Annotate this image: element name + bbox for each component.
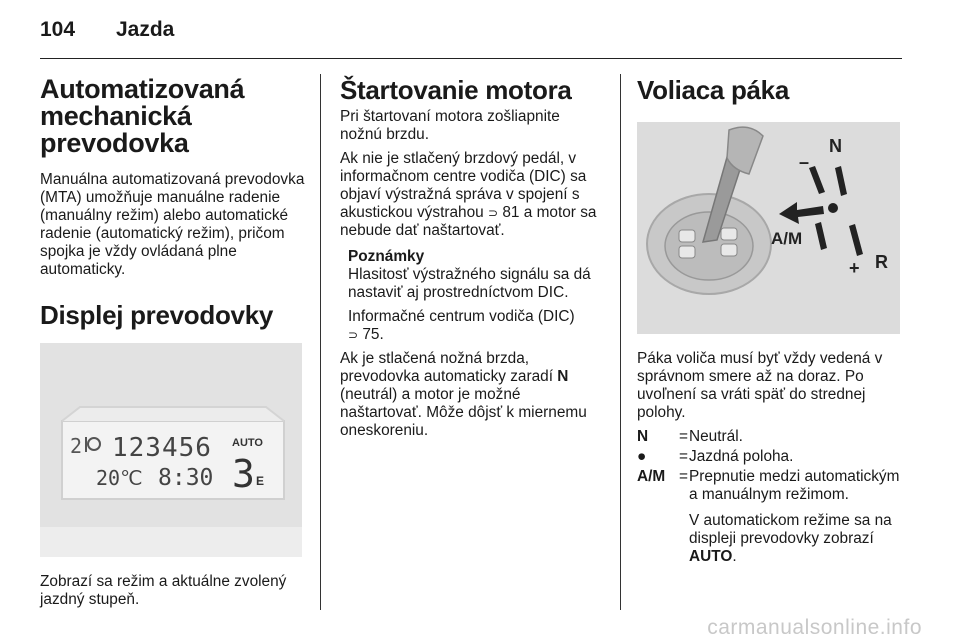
gate-label-am: A/M <box>771 229 803 248</box>
legend-text: Prepnutie medzi automatickým a manuálnym režimom. <box>689 468 900 503</box>
column-divider-1 <box>320 74 321 610</box>
column-selector-lever <box>637 76 903 568</box>
legend-eq: = <box>679 428 688 445</box>
start-engine-title: Štartovanie motora <box>340 75 572 105</box>
auto-mode-note: V automatickom režime sa na displeji prevodovky zobrazí AUTO. <box>689 512 892 565</box>
legend-row <box>637 468 903 506</box>
gate-label-plus: + <box>849 258 860 278</box>
column-divider-2 <box>620 74 621 610</box>
watermark: carmanualsonline.info <box>707 616 922 639</box>
column-mta <box>40 76 306 615</box>
start-p1: Pri štartovaní motora zošliapnite nožnú brzdu. <box>340 108 560 143</box>
legend-key: N <box>637 428 649 445</box>
legend-key: A/M <box>637 468 666 485</box>
gear-display-illustration <box>40 343 302 557</box>
display-odometer: 123456 <box>112 433 212 463</box>
selector-body: Páka voliča musí byť vždy vedená v správnom smere až na doraz. Po uvoľnení sa vráti späť do strednej polohy. <box>637 350 883 421</box>
legend-text: Jazdná poloha. <box>689 448 794 465</box>
gate-label-r: R <box>875 252 888 272</box>
legend-text: Neutrál. <box>689 428 743 445</box>
mta-title: Automatizovaná mechanická prevodovka <box>40 74 245 158</box>
reference-arrow-icon: ⊃ <box>348 328 359 342</box>
section-title: Jazda <box>116 18 175 41</box>
legend-eq: = <box>679 468 688 485</box>
display-gear-mode: E <box>256 474 265 488</box>
display-temperature: 20℃ <box>96 466 143 490</box>
display-caption: Zobrazí sa režim a aktuálne zvolený jazdný stupeň. <box>40 573 287 608</box>
reference-arrow-icon: ⊃ <box>488 206 499 220</box>
reference-link-warning[interactable]: 81 <box>502 204 520 221</box>
display-top-left: 2 <box>70 434 83 458</box>
start-p2: Ak nie je stlačený brzdový pedál, v informačnom centre vodiča (DIC) sa objaví výstražná správa v spojení s akustickou výstrahou ⊃ 81 a motor sa nebude dať naštartovať. <box>340 150 597 239</box>
gear-display-figure <box>40 343 302 557</box>
legend-row <box>637 448 903 468</box>
legend-eq: = <box>679 448 688 465</box>
note-box <box>340 248 606 344</box>
selector-title: Voliaca páka <box>637 75 790 105</box>
note-text: Hlasitosť výstražného signálu sa dá nastaviť aj prostredníctvom DIC. <box>348 266 591 301</box>
display-gear: 3 <box>232 452 255 496</box>
note-title: Poznámky <box>348 248 425 265</box>
start-p3: Ak je stlačená nožná brzda, prevodovka automaticky zaradí N (neutrál) a motor je možné naštartovať. Môže dôjsť k miernemu oneskoreniu. <box>340 350 587 439</box>
legend-row <box>637 428 903 448</box>
display-time: 8:30 <box>158 465 214 491</box>
reference-link-dic[interactable]: 75. <box>362 326 384 343</box>
column-start-engine <box>340 76 606 446</box>
note-reference: Informačné centrum vodiča (DIC) ⊃ 75. <box>348 308 575 343</box>
selector-lever-illustration <box>637 122 900 334</box>
legend-row <box>637 506 903 568</box>
selector-legend <box>637 428 903 568</box>
header-rule <box>40 58 902 59</box>
gate-label-n: N <box>829 136 842 156</box>
display-title: Displej prevodovky <box>40 300 274 330</box>
legend-key: ● <box>637 448 647 465</box>
gate-label-minus: – <box>799 152 810 172</box>
selector-lever-figure <box>637 122 900 334</box>
page-number: 104 <box>40 18 76 41</box>
display-auto: AUTO <box>232 437 263 449</box>
mta-intro: Manuálna automatizovaná prevodovka (MTA) umožňuje manuálne radenie (manuálny režim) alebo automatické radenie (automatický režim), pričom spojka je vždy ovládaná plne automaticky. <box>40 171 305 278</box>
